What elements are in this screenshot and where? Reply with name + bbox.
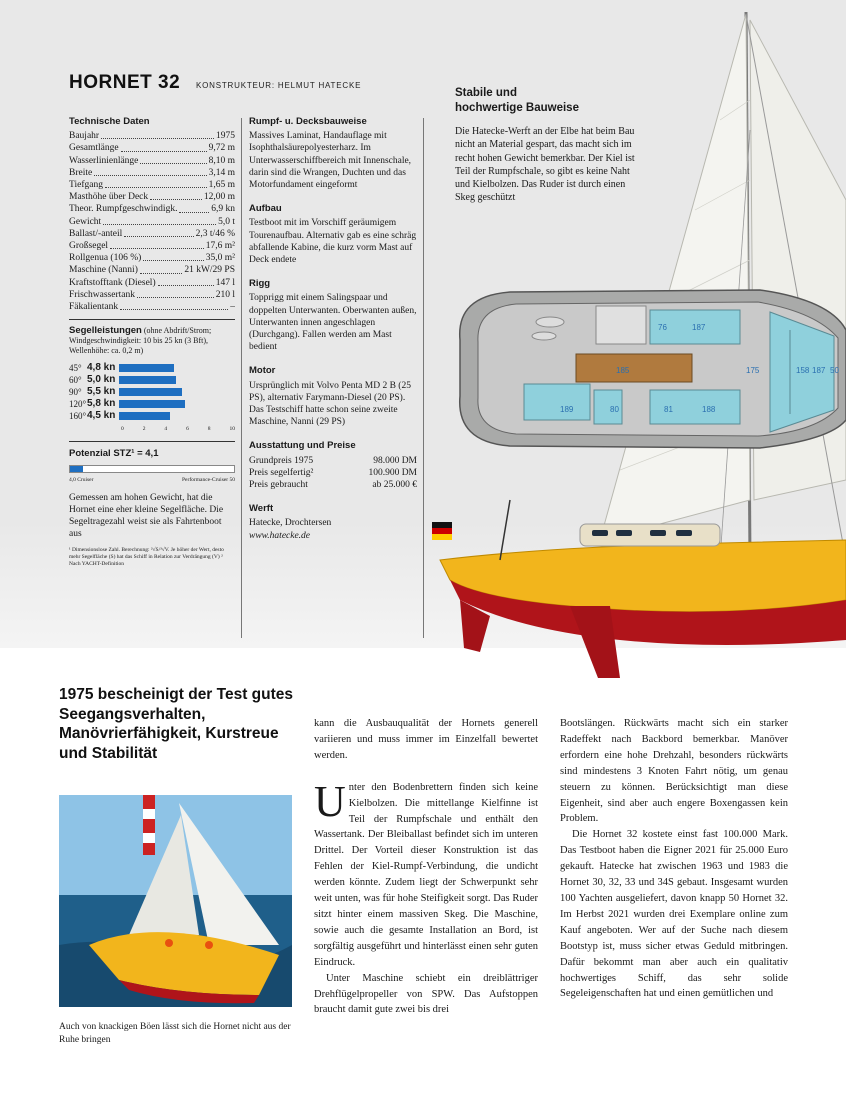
stz-heading: Potenzial STZ¹ = 4,1: [69, 448, 159, 460]
tech-row: [69, 216, 235, 228]
plan-dimension-label: 50: [830, 366, 839, 375]
perf-bar: [119, 376, 176, 384]
tech-value: 8,10 m: [208, 155, 235, 166]
article-paragraph: kann die Ausbauqualität der Hornets generell variieren und muss immer im Einzelfall bewertet werden.: [314, 718, 538, 761]
article-headline: 1975 bescheinigt der Test gutes Seegangsverhalten, Manövrierfähigkeit, Kurstreue und Stabilität: [59, 686, 294, 762]
section-text: Topprigg mit einem Salingspaar und doppelten Unterwanten. Oberwanten außen, Unterwanten innen angeschlagen (Durchgang). Fallen werden am Mast bedient: [249, 293, 417, 353]
tech-label: Breite: [69, 167, 93, 178]
perf-row: [69, 362, 235, 374]
info-heading-line1: Stabile und: [455, 87, 517, 99]
plan-dimension-label: 188: [702, 405, 716, 414]
scale-tick: 2: [142, 426, 146, 433]
plan-dimension-label: 187: [692, 323, 706, 332]
construction-section: [249, 116, 417, 191]
tech-column: [69, 116, 235, 568]
tech-value: 3,14 m: [208, 167, 235, 178]
divider: [69, 319, 235, 320]
divider: [69, 441, 235, 442]
section-heading: Motor: [249, 365, 276, 377]
tech-value: 5,0 t: [218, 216, 235, 227]
info-text: Die Hatecke-Werft an der Elbe hat beim Bau nicht an Material gespart, das macht sich im recht hohen Gewicht bemerkbar. Der Kiel ist Teil der Rumpfschale, so gibt es keine Naht und Kielbolzen. Das Ruder ist durch einen Skeg geschützt: [455, 126, 635, 204]
tech-label: Maschine (Nanni): [69, 265, 138, 276]
perf-angle: 60°: [69, 375, 82, 386]
tech-label: Gewicht: [69, 216, 102, 227]
tech-row: [69, 289, 235, 301]
plan-dimension-label: 187: [812, 366, 826, 375]
perf-bar-track: [119, 376, 233, 384]
info-heading-line2: hochwertige Bauweise: [455, 102, 579, 114]
tech-label: Wasserlinienlänge: [69, 155, 139, 166]
flag: [432, 522, 452, 528]
leader-dots: [140, 264, 182, 273]
sail-perf-sub3: Wellenhöhe: ca. 0,2 m): [69, 346, 144, 356]
perf-bar-track: [119, 388, 233, 396]
perf-bar: [119, 364, 174, 372]
tech-row: [69, 301, 235, 313]
tech-value: 35,0 m²: [205, 253, 235, 264]
tech-label: Baujahr: [69, 131, 100, 142]
tech-label: Fäkalientank: [69, 302, 119, 313]
tech-label: Rollgenua (106 %): [69, 253, 142, 264]
tech-label: Tiefgang: [69, 180, 103, 191]
leader-dots: [143, 252, 203, 261]
sail-perf-heading: Segelleistungen: [69, 325, 142, 337]
sail-perf-chart: [69, 362, 235, 435]
plan-dimension-label: 175: [746, 366, 760, 375]
plan-dimension-label: 76: [658, 323, 667, 332]
leader-dots: [124, 228, 193, 237]
plan-dimension-label: 80: [610, 405, 619, 414]
perf-speed: 5,8 kn: [87, 398, 116, 410]
leader-dots: [179, 203, 209, 212]
yard-url-link[interactable]: www.hatecke.de: [249, 530, 311, 541]
perf-angle: 120°: [69, 399, 87, 410]
section-heading: Rumpf- u. Decksbauweise: [249, 116, 367, 127]
section-heading: Aufbau: [249, 203, 282, 215]
tech-label: Masthöhe über Deck: [69, 192, 149, 203]
section-heading: Rigg: [249, 278, 271, 290]
perf-row: [69, 410, 235, 422]
tech-row: [69, 252, 235, 264]
tech-row: [69, 130, 235, 142]
drop-cap: U: [314, 776, 346, 826]
leader-dots: [94, 167, 206, 176]
tech-label: Gesamtlänge: [69, 143, 119, 154]
price-row: [249, 479, 417, 491]
price-label: Grundpreis 1975: [249, 455, 314, 466]
photo-caption: Auch von knackigen Böen lässt sich die Hornet nicht aus der Ruhe bringen: [59, 1022, 291, 1045]
perf-bar: [119, 388, 182, 396]
tech-table: [69, 130, 235, 313]
price-row: [249, 467, 417, 479]
tech-value: 1,65 m: [208, 180, 235, 191]
tech-row: [69, 142, 235, 154]
scale-tick: 10: [229, 426, 235, 433]
tech-label: Theor. Rumpfgeschwindigk.: [69, 204, 178, 215]
scale-tick: 0: [121, 426, 124, 433]
stz-left-label: 4,0 Cruiser: [69, 476, 94, 483]
perf-row: [69, 386, 235, 398]
sail-perf-sub1: (ohne Abdrift/Strom;: [143, 326, 212, 336]
article-column-1: [314, 716, 538, 1018]
leader-dots: [158, 277, 214, 286]
scale-tick: 6: [186, 426, 189, 433]
plan-dimension-label: 185: [616, 366, 630, 375]
stz-text: Gemessen am hohen Gewicht, hat die Hornet eine eher kleine Segelfläche. Die Segeltragezahl weist sie als Fahrtenboot aus: [69, 492, 224, 540]
tech-value: 1975: [216, 131, 235, 142]
scale-tick: 4: [164, 426, 168, 433]
tech-value: –: [230, 302, 235, 313]
leader-dots: [101, 130, 214, 139]
tech-value: 2,3 t/46 %: [195, 228, 235, 239]
price-label: Preis gebraucht: [249, 480, 308, 491]
tech-value: 147 l: [215, 277, 235, 288]
section-text: Ursprünglich mit Volvo Penta MD 2 B (25 PS), alternativ Farymann-Diesel (20 PS). Das Testschiff hatte schon seine zweite Maschine, Nanni (29 PS): [249, 380, 411, 428]
info-heading: [455, 86, 655, 116]
tech-label: Ballast/-anteil: [69, 228, 123, 239]
price-row: [249, 455, 417, 467]
plan-dimension-label: 158: [796, 366, 810, 375]
tech-heading: Technische Daten: [69, 116, 150, 127]
plan-dimension-label: 189: [560, 405, 574, 414]
perf-speed: 4,5 kn: [87, 410, 116, 422]
leader-dots: [103, 216, 216, 225]
deck-plan: [460, 290, 846, 448]
price-value: 100.900 DM: [368, 467, 417, 478]
column-divider: [241, 118, 242, 638]
leader-dots: [140, 155, 206, 164]
leader-dots: [150, 191, 202, 200]
leader-dots: [110, 240, 204, 249]
plan-dimension-label: 81: [664, 405, 673, 414]
tech-value: 6,9 kn: [211, 204, 235, 215]
price-value: ab 25.000 €: [372, 480, 417, 491]
prices-heading: Ausstattung und Preise: [249, 440, 356, 452]
construction-section: [249, 278, 417, 353]
perf-angle: 90°: [69, 387, 82, 398]
scale-tick: 8: [207, 426, 211, 433]
leader-dots: [120, 301, 228, 310]
price-value: 98.000 DM: [373, 455, 417, 466]
section-text: Massives Laminat, Handauflage mit Isophthalsäurepolyesterharz. Im Unterwasserschiffbereich mit Innenschale, darin sind die Wrangen, Duchten und das Motorfundament eingeformt: [249, 131, 412, 191]
perf-speed: 5,5 kn: [87, 386, 116, 398]
perf-speed: 4,8 kn: [87, 362, 116, 374]
article-column-2: [560, 716, 788, 1002]
tech-value: 17,6 m²: [205, 241, 235, 252]
footnote: ¹ Dimensionslose Zahl. Berechnung: ²√S/³√V. Je höher der Wert, desto mehr Segelfläche (S) hat das Schiff in Relation zur Verdrängung (V) ² Nach YACHT-Definition: [69, 546, 224, 567]
sail-perf-scale: [121, 423, 235, 435]
sail-perf-header: [69, 326, 235, 356]
article-paragraph: Unter Maschine schiebt ein dreiblättriger Drehflügelpropeller von SPW. Das Aufstoppen braucht damit gute zwei bis drei: [314, 972, 538, 1016]
perf-bar-track: [119, 400, 233, 408]
perf-angle: 160°: [69, 411, 87, 422]
construction-section: [249, 365, 417, 428]
perf-speed: 5,0 kn: [87, 374, 116, 386]
tech-row: [69, 167, 235, 179]
perf-bar: [119, 400, 185, 408]
stz-right-label: Performance-Cruiser 50: [182, 476, 235, 483]
leader-dots: [105, 179, 207, 188]
tech-value: 21 kW/29 PS: [184, 265, 235, 276]
yard-heading: Werft: [249, 503, 274, 515]
price-table: [249, 455, 417, 492]
construction-column: [249, 116, 417, 542]
tech-row: [69, 155, 235, 167]
tech-value: 9,72 m: [208, 143, 235, 154]
tech-row: [69, 240, 235, 252]
perf-row: [69, 374, 235, 386]
designer-line: KONSTRUKTEUR: HELMUT HATECKE: [196, 81, 362, 90]
perf-bar-track: [119, 412, 233, 420]
perf-angle: 45°: [69, 363, 82, 374]
tech-row: [69, 228, 235, 240]
yard-name: Hatecke, Drochtersen: [249, 518, 332, 529]
price-label: Preis segelfertig²: [249, 467, 314, 478]
section-text: Testboot mit im Vorschiff geräumigem Tourenaufbau. Alternativ gab es eine schräg abfallende Kabine, die kurz vorm Mast auf Deck endete: [249, 218, 417, 266]
article-paragraph: Bootslängen. Rückwärts macht sich ein starker Radeffekt nach Backbord bemerkbar. Manöver erfordern eine hohe Drehzahl, besonders rückwärts sind mindestens 3 Knoten Fahrt nötig, um genau steuern zu können. Berücksichtigt man diese Eigenheit, sind aber auch engere Boxengassen kein Problem.: [560, 718, 788, 825]
tech-value: 12,00 m: [203, 192, 235, 203]
leader-dots: [121, 142, 207, 151]
sailing-photo: [59, 795, 292, 1007]
tech-row: [69, 191, 235, 203]
boat-title: HORNET 32: [69, 72, 181, 93]
stz-scale: [69, 474, 235, 486]
article-paragraph: Unter den Bodenbrettern finden sich keine Kielbolzen. Die mittellange Kielfinne ist Teil der Rumpfschale und enthält den Wassertank. Der Bleiballast befindet sich im unteren Drittel. Der Vorteil dieser Konstruktion ist das Fehlen der Kiel-Rumpf-Verbindung, die undicht werden könnte. Zudem liegt der Schwerpunkt sehr weit unten, was für hohe Steifigkeit sorgt. Das Ruder sitzt hinter einem massiven Skeg. Die Maschine, sowie auch die gesamte Installation an Bord, ist sorgfältig ausgeführt und hinterlässt einen sehr guten Eindruck.: [314, 776, 538, 968]
perf-row: [69, 398, 235, 410]
tech-value: 210 l: [215, 289, 235, 300]
tech-row: [69, 203, 235, 215]
tech-label: Großsegel: [69, 241, 109, 252]
tech-row: [69, 277, 235, 289]
article-paragraph: Die Hornet 32 kostete einst fast 100.000 Mark. Das Testboot haben die Eigner 2021 für 25.000 Euro gekauft. Hatecke hat zwischen 1963 und 1983 die Hornet 30, 32, 33 und 34S gebaut. Insgesamt wurden 100 Yachten ausgeliefert, davon knapp 50 Hornet 32. Im Herbst 2021 wurden drei Exemplare online zum Kauf angeboten. Wer auf der Suche nach diesem Bootstyp ist, muss sicher etwas Geduld mitbringen. Dafür bekommt man aber auch ein qualitativ hochwertiges Schiff, das sehr solide Segeleigenschaften hat und einen gemütlichen und: [560, 829, 788, 1000]
construction-section: [249, 203, 417, 266]
leader-dots: [137, 289, 214, 298]
tech-row: [69, 264, 235, 276]
tech-label: Kraftstofftank (Diesel): [69, 277, 156, 288]
sail-perf-sub2: Windgeschwindigkeit: 10 bis 25 kn (3 Bft),: [69, 336, 208, 346]
tech-label: Frischwassertank: [69, 289, 135, 300]
stz-bar-fill: [70, 466, 83, 472]
tech-row: [69, 179, 235, 191]
perf-bar: [119, 412, 170, 420]
perf-bar-track: [119, 364, 233, 372]
stz-bar: [69, 465, 235, 473]
